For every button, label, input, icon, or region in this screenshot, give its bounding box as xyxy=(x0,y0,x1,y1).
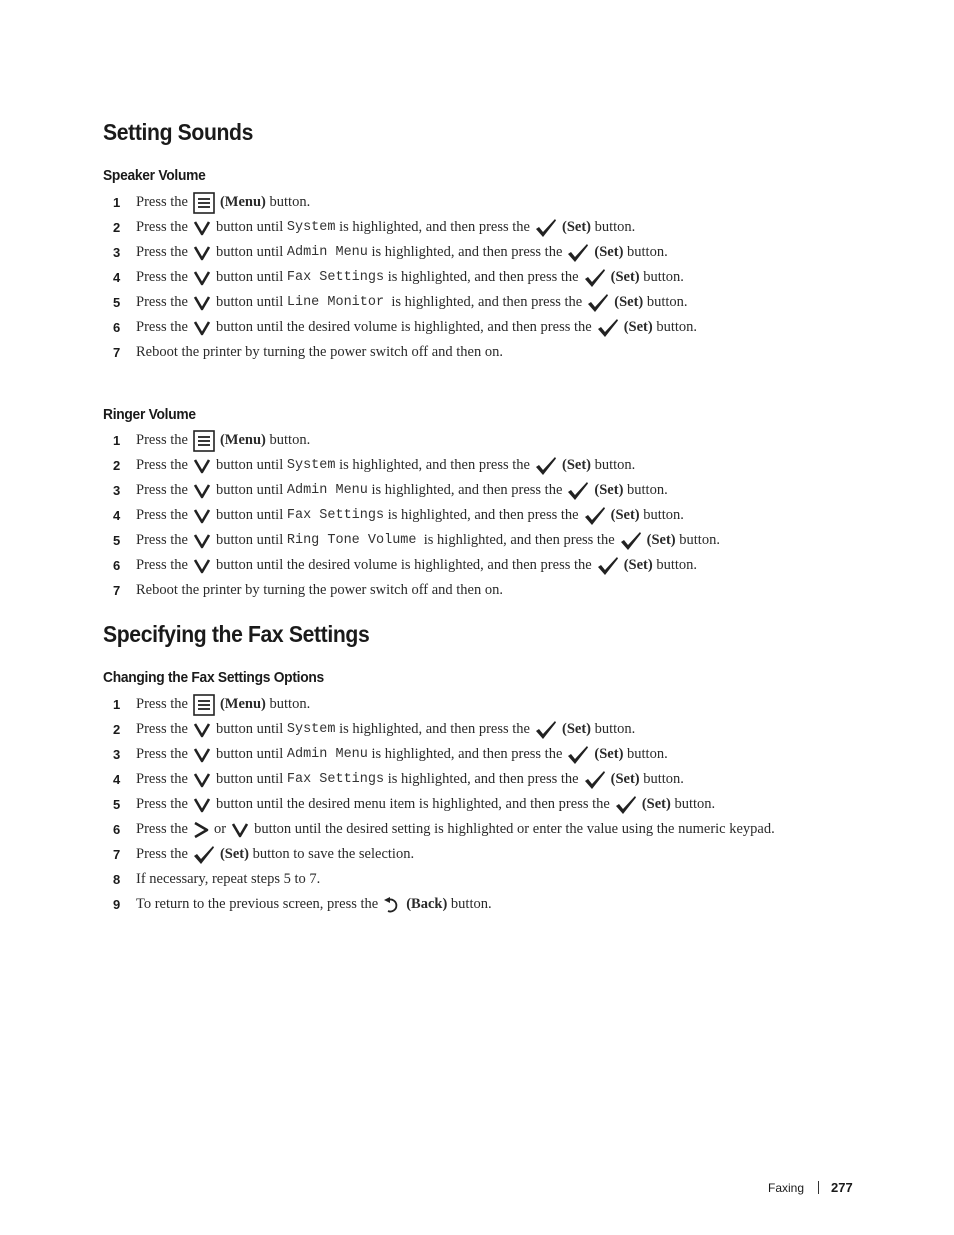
step-text: Press the xyxy=(136,771,188,787)
step-item xyxy=(103,265,697,290)
step-number: 5 xyxy=(113,797,121,812)
menu-item-name: Fax Settings xyxy=(286,772,385,787)
button-name: (Set) xyxy=(614,294,644,310)
button-name: (Set) xyxy=(594,244,624,260)
check-icon xyxy=(193,845,215,865)
step-number: 1 xyxy=(113,195,121,210)
step-text: Press the xyxy=(136,482,188,498)
step-text: button until the desired setting is highlighted or enter the value using the numeric keypad. xyxy=(254,821,775,837)
check-icon xyxy=(597,556,619,576)
step-text: button until xyxy=(215,482,287,498)
step-text: is highlighted, and then press the xyxy=(335,457,530,473)
speaker-volume-steps xyxy=(103,190,697,365)
button-name: (Set) xyxy=(594,482,624,498)
step-text: button. xyxy=(643,294,688,310)
step-text: is highlighted, and then press the xyxy=(367,746,563,762)
button-name: (Set) xyxy=(594,746,624,762)
section-title-fax-settings: Specifying the Fax Settings xyxy=(103,621,370,647)
step-text: button. xyxy=(670,796,716,812)
step-text: button. xyxy=(447,896,492,912)
step-number: 7 xyxy=(113,583,121,598)
step-text: Press the xyxy=(136,457,188,473)
step-number: 3 xyxy=(113,747,121,762)
down-arrow-icon xyxy=(193,220,211,236)
step-item xyxy=(103,290,697,315)
step-text: button until xyxy=(215,721,287,737)
step-text: button until xyxy=(215,746,287,762)
step-text: button. xyxy=(591,721,636,737)
check-icon xyxy=(584,770,606,790)
menu-icon xyxy=(193,694,215,716)
menu-item-name: Fax Settings xyxy=(286,270,385,285)
step-text: Reboot the printer by turning the power switch off and then on. xyxy=(136,344,503,360)
subheading-ringer-volume: Ringer Volume xyxy=(103,406,196,423)
step-text: button. xyxy=(652,557,698,573)
step-item xyxy=(103,817,775,842)
down-arrow-icon xyxy=(193,747,211,763)
step-text: Press the xyxy=(136,532,188,548)
step-text: Press the xyxy=(136,319,188,335)
step-text: button. xyxy=(652,319,698,335)
check-icon xyxy=(535,218,557,238)
step-text: Press the xyxy=(136,507,188,523)
step-text: is highlighted, and then press the xyxy=(384,269,579,285)
step-item xyxy=(103,315,697,340)
check-icon xyxy=(567,481,589,501)
step-text: Press the xyxy=(136,294,188,310)
step-text: If necessary, repeat steps 5 to 7. xyxy=(136,871,321,887)
step-item xyxy=(103,478,720,503)
step-text: Press the xyxy=(136,721,188,737)
button-name: (Set) xyxy=(219,846,249,862)
step-text: is highlighted, and then press the xyxy=(367,244,563,260)
step-item xyxy=(103,792,775,817)
button-name: (Set) xyxy=(610,507,640,523)
step-text: button. xyxy=(265,696,311,712)
step-number: 6 xyxy=(113,822,121,837)
ringer-volume-steps xyxy=(103,428,720,603)
step-number: 2 xyxy=(113,458,121,473)
check-icon xyxy=(567,745,589,765)
menu-item-name: System xyxy=(286,458,336,473)
button-name: (Set) xyxy=(562,457,591,473)
step-number: 5 xyxy=(113,295,121,310)
step-text: button. xyxy=(623,244,668,260)
step-text: Press the xyxy=(136,796,188,812)
step-item xyxy=(103,553,720,578)
menu-item-name: Fax Settings xyxy=(286,508,385,523)
step-text: is highlighted, and then press the xyxy=(384,771,579,787)
step-number: 6 xyxy=(113,558,121,573)
step-text: is highlighted, and then press the xyxy=(384,294,583,310)
step-item xyxy=(103,503,720,528)
step-item xyxy=(103,578,720,603)
step-text: button until xyxy=(215,532,287,548)
menu-item-name: Admin Menu xyxy=(286,483,368,498)
page-number: 277 xyxy=(831,1180,853,1195)
step-text: is highlighted, and then press the xyxy=(367,482,563,498)
step-text: Press the xyxy=(136,219,188,235)
button-name: (Set) xyxy=(610,269,640,285)
check-icon xyxy=(584,506,606,526)
step-text: button. xyxy=(623,482,668,498)
step-item xyxy=(103,842,775,867)
step-text: Press the xyxy=(136,269,188,285)
check-icon xyxy=(535,456,557,476)
check-icon xyxy=(587,293,609,313)
menu-item-name: Line Monitor xyxy=(286,295,385,310)
step-text: Press the xyxy=(136,696,188,712)
button-name: (Set) xyxy=(623,319,653,335)
down-arrow-icon xyxy=(193,797,211,813)
down-arrow-icon xyxy=(193,533,211,549)
check-icon xyxy=(567,243,589,263)
subheading-changing-fax-settings-options: Changing the Fax Settings Options xyxy=(103,669,324,686)
menu-item-name: Admin Menu xyxy=(286,747,368,762)
step-item xyxy=(103,867,775,892)
button-name: (Menu) xyxy=(219,432,266,448)
step-number: 1 xyxy=(113,433,121,448)
step-item xyxy=(103,428,720,453)
menu-icon xyxy=(193,430,215,452)
step-number: 1 xyxy=(113,697,121,712)
step-text: button. xyxy=(591,457,636,473)
step-text: button until the desired volume is highlighted, and then press the xyxy=(215,319,592,335)
down-arrow-icon xyxy=(193,295,211,311)
step-number: 4 xyxy=(113,508,121,523)
down-arrow-icon xyxy=(193,245,211,261)
down-arrow-icon xyxy=(193,320,211,336)
step-item xyxy=(103,453,720,478)
menu-item-name: System xyxy=(286,220,336,235)
step-text: button until the desired menu item is highlighted, and then press the xyxy=(215,796,610,812)
step-text: button until xyxy=(215,219,287,235)
step-number: 5 xyxy=(113,533,121,548)
step-text: button. xyxy=(265,194,311,210)
menu-icon xyxy=(193,192,215,214)
subheading-speaker-volume: Speaker Volume xyxy=(103,167,206,184)
step-number: 7 xyxy=(113,345,121,360)
page-footer xyxy=(768,1180,853,1195)
section-title-setting-sounds: Setting Sounds xyxy=(103,119,254,145)
step-text: button until the desired volume is highlighted, and then press the xyxy=(215,557,592,573)
step-text: button. xyxy=(639,507,684,523)
back-icon xyxy=(383,896,401,914)
step-text: Press the xyxy=(136,821,188,837)
button-name: (Set) xyxy=(562,721,591,737)
step-item xyxy=(103,190,697,215)
down-arrow-icon xyxy=(193,558,211,574)
step-text: button to save the selection. xyxy=(248,846,415,862)
button-name: (Set) xyxy=(623,557,653,573)
check-icon xyxy=(615,795,637,815)
down-arrow-icon xyxy=(193,772,211,788)
step-item xyxy=(103,692,775,717)
check-icon xyxy=(535,720,557,740)
button-name: (Menu) xyxy=(219,194,266,210)
check-icon xyxy=(584,268,606,288)
step-number: 2 xyxy=(113,722,121,737)
menu-item-name: Ring Tone Volume xyxy=(286,533,417,548)
step-text: button until xyxy=(215,269,287,285)
footer-divider xyxy=(818,1181,819,1194)
step-number: 3 xyxy=(113,483,121,498)
button-name: (Menu) xyxy=(219,696,266,712)
step-number: 2 xyxy=(113,220,121,235)
changing-options-steps xyxy=(103,692,775,917)
step-number: 8 xyxy=(113,872,121,887)
button-name: (Set) xyxy=(641,796,671,812)
step-text: is highlighted, and then press the xyxy=(335,721,530,737)
menu-item-name: Admin Menu xyxy=(286,245,368,260)
down-arrow-icon xyxy=(193,483,211,499)
step-text: is highlighted, and then press the xyxy=(416,532,615,548)
step-text: button until xyxy=(215,771,287,787)
step-text: Press the xyxy=(136,244,188,260)
down-arrow-icon xyxy=(231,822,249,838)
down-arrow-icon xyxy=(193,270,211,286)
step-number: 7 xyxy=(113,847,121,862)
step-text: Reboot the printer by turning the power switch off and then on. xyxy=(136,582,503,598)
down-arrow-icon xyxy=(193,458,211,474)
step-text: button. xyxy=(591,219,636,235)
step-text: Press the xyxy=(136,432,188,448)
step-item xyxy=(103,892,775,917)
step-number: 4 xyxy=(113,772,121,787)
step-text: is highlighted, and then press the xyxy=(384,507,579,523)
button-name: (Set) xyxy=(646,532,676,548)
step-text: To return to the previous screen, press the xyxy=(136,896,379,912)
down-arrow-icon xyxy=(193,722,211,738)
step-text: button. xyxy=(265,432,311,448)
step-text: button until xyxy=(215,294,287,310)
check-icon xyxy=(597,318,619,338)
step-number: 9 xyxy=(113,897,121,912)
step-text: button. xyxy=(675,532,720,548)
footer-chapter: Faxing xyxy=(768,1180,805,1195)
step-item xyxy=(103,528,720,553)
step-text: Press the xyxy=(136,194,188,210)
step-text: button. xyxy=(639,269,684,285)
check-icon xyxy=(620,531,642,551)
right-arrow-icon xyxy=(193,821,209,839)
step-text: Press the xyxy=(136,557,188,573)
step-text: is highlighted, and then press the xyxy=(335,219,530,235)
button-name: (Set) xyxy=(610,771,640,787)
step-text: button until xyxy=(215,507,287,523)
step-text: button. xyxy=(623,746,668,762)
step-text: or xyxy=(213,821,227,837)
step-text: Press the xyxy=(136,746,188,762)
button-name: (Set) xyxy=(562,219,591,235)
step-item xyxy=(103,240,697,265)
step-item xyxy=(103,742,775,767)
step-text: Press the xyxy=(136,846,188,862)
step-text: button until xyxy=(215,457,287,473)
down-arrow-icon xyxy=(193,508,211,524)
step-number: 4 xyxy=(113,270,121,285)
step-item xyxy=(103,717,775,742)
step-item xyxy=(103,340,697,365)
step-number: 6 xyxy=(113,320,121,335)
menu-item-name: System xyxy=(286,722,336,737)
step-item xyxy=(103,215,697,240)
button-name: (Back) xyxy=(406,896,448,912)
step-number: 3 xyxy=(113,245,121,260)
step-text: button. xyxy=(639,771,684,787)
step-text: button until xyxy=(215,244,287,260)
step-item xyxy=(103,767,775,792)
